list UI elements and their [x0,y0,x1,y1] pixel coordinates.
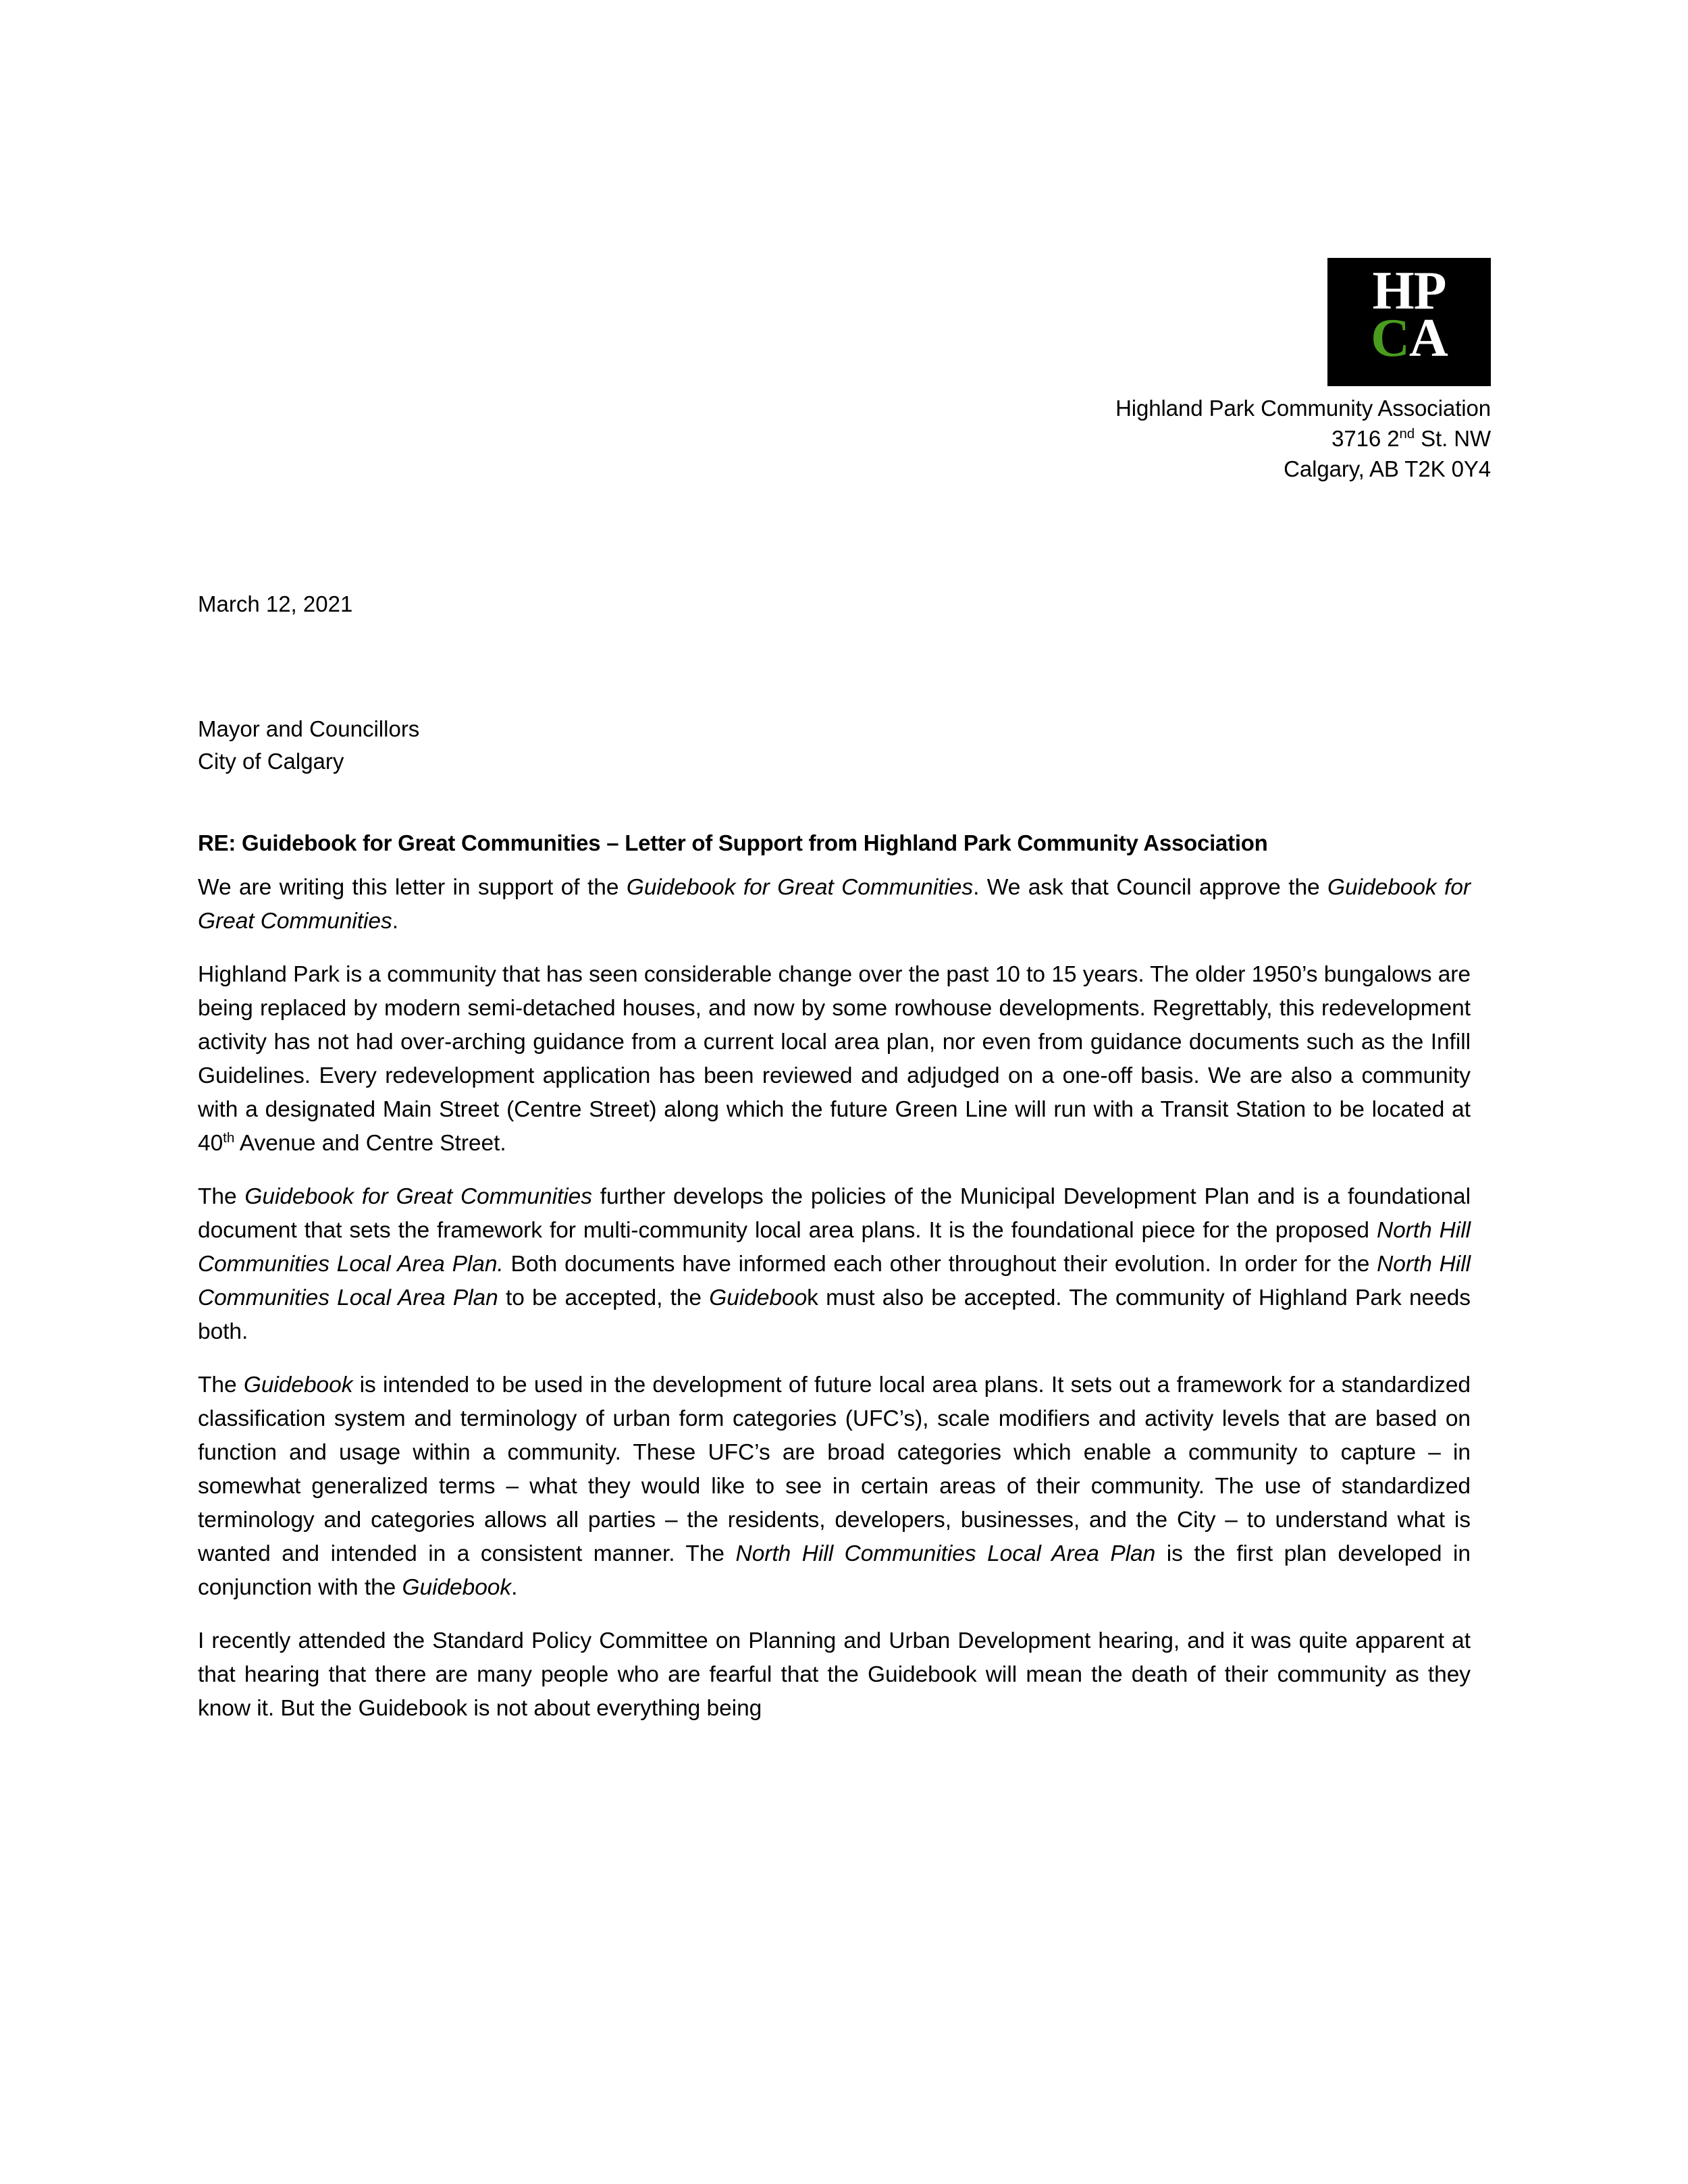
recipient-line-1: Mayor and Councillors [198,716,420,741]
p1-text-c: . [392,909,398,934]
organization-name: Highland Park Community Association [1115,396,1491,421]
hpca-logo [1327,258,1491,386]
hpca-logo-a-letter: A [1409,309,1448,368]
paragraph-3 [198,1180,1471,1349]
street-name: St. NW [1415,426,1491,451]
letterhead [1053,258,1491,484]
subject-line: RE: Guidebook for Great Communities – Letter of Support from Highland Park Community Association [198,830,1268,855]
p2-ordinal-suffix: th [223,1129,235,1146]
p4-italic-guidebook-2: Guidebook [402,1575,512,1600]
street-address [1053,423,1491,454]
p3-italic-guidebook: Guidebook for Great Communities [244,1184,592,1209]
recipient-block [198,713,419,778]
p3-italic-guidebook-2: Guideboo [709,1285,808,1310]
paragraph-1 [198,871,1471,938]
p1-text-b: . We ask that Council approve the [973,875,1328,900]
paragraph-4 [198,1368,1471,1605]
p4-italic-northhill: North Hill Communities Local Area Plan [735,1541,1156,1566]
p3-text-b: further develops the policies of the Municipal Development Plan and is a foundational document that sets the framework for multi-community local area plans. It is the foundational piece for the proposed [198,1184,1471,1243]
p3-text-a: The [198,1184,245,1209]
p3-italic-northhill-2: North Hill Communities Local Area Plan [198,1252,1471,1310]
p4-italic-guidebook-1: Guidebook [243,1373,353,1397]
paragraph-stack [198,871,1471,1726]
letter-date: March 12, 2021 [198,591,353,616]
hpca-logo-hp-text: HP [1372,261,1446,321]
p3-text-d: to be accepted, the [498,1285,710,1310]
p4-text-c: is the first plan developed in conjunction with the [198,1541,1471,1600]
recipient-line-2: City of Calgary [198,749,344,774]
p3-italic-northhill-1: North Hill Communities Local Area Plan. [198,1218,1471,1277]
p1-italic-guidebook-2: Guidebook for Great Communities [198,875,1471,934]
paragraph-2 [198,958,1471,1161]
hpca-logo-inner [1327,258,1491,386]
p2-text-b: Avenue and Centre Street. [234,1131,506,1156]
p2-text-a: Highland Park is a community that has seen considerable change over the past 10 to 15 years. The older 1950’s bungalows are being replaced by modern semi-detached houses, and now by some rowhouse developments. Regrettably, this redevelopment activity has not had over-arching guidance from a current local area plan, nor even from guidance documents such as the Infill Guidelines. Every redevelopment application has been reviewed and adjudged on a one-off basis. We are also a community with a designated Main Street (Centre Street) along which the future Green Line will run with a Transit Station to be located at 40 [198,962,1471,1156]
hpca-logo-ca-text [1327,309,1491,368]
city-postal-line: Calgary, AB T2K 0Y4 [1284,456,1491,481]
paragraph-5: I recently attended the Standard Policy Committee on Planning and Urban Development hearing, and it was quite apparent at that hearing that there are many people who are fearful that the Guidebook will mean the death of their community as they know it. But the Guidebook is not about everything being [198,1628,1471,1721]
p3-text-e: k must also be accepted. The community of Highland Park needs both. [198,1285,1471,1344]
street-ordinal-suffix: nd [1399,426,1415,442]
street-number: 3716 2 [1331,426,1400,451]
p1-text-a: We are writing this letter in support of the [198,875,627,900]
p1-italic-guidebook-1: Guidebook for Great Communities [626,875,974,900]
p4-text-d: . [511,1575,518,1600]
hpca-logo-c-letter: C [1371,309,1409,368]
p3-text-c: Both documents have informed each other throughout their evolution. In order for the [503,1252,1377,1277]
p4-text-a: The [198,1373,244,1397]
p4-text-b: is intended to be used in the development of future local area plans. It sets out a framework for a standardized classification system and terminology of urban form categories (UFC’s), scale modifiers and activity levels that are based on function and usage within a community. These UFC’s are broad categories which enable a community to capture – in somewhat generalized terms – what they would like to see in certain areas of their community. The use of standardized terminology and categories allows all parties – the residents, developers, businesses, and the City – to understand what is wanted and intended in a consistent manner. The [198,1373,1471,1566]
address-block [1053,393,1491,484]
